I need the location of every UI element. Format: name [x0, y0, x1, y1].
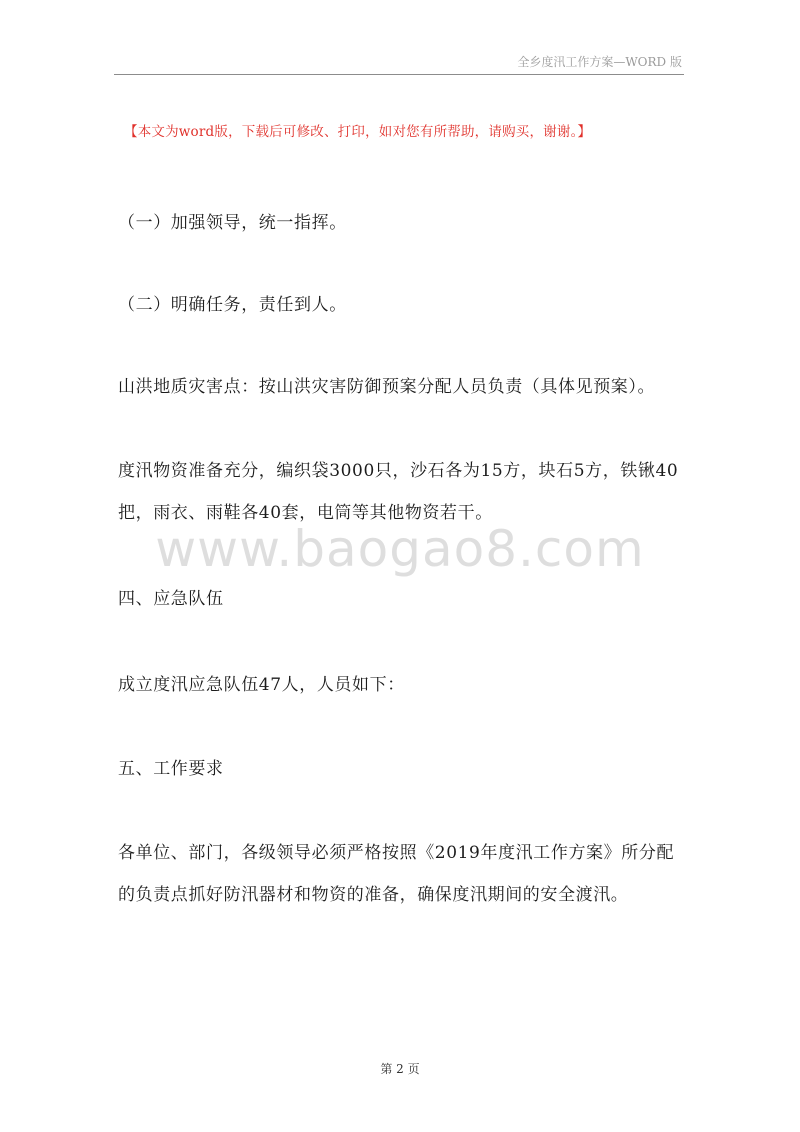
- header-divider: [114, 74, 684, 75]
- paragraph-hazard-points: 山洪地质灾害点：按山洪灾害防御预案分配人员负责（具体见预案）。: [118, 377, 656, 397]
- paragraph-leadership: （一）加强领导，统一指挥。: [118, 213, 347, 233]
- section-heading-work-requirements: 五、工作要求: [118, 759, 224, 779]
- page-number: 第 2 页: [380, 1062, 420, 1076]
- paragraph-team-members: 成立度汛应急队伍47人，人员如下：: [118, 675, 405, 695]
- paragraph-materials: 度汛物资准备充分，编织袋3000只，沙石各为15方，块石5方，铁锹40把，雨衣、雨鞋各40套，电筒等其他物资若干。: [118, 461, 679, 523]
- paragraph-responsibility: （二）明确任务，责任到人。: [118, 295, 347, 315]
- watermark: www.baogao8.com: [155, 520, 645, 578]
- purchase-notice: 【本文为word版，下载后可修改、打印，如对您有所帮助，请购买，谢谢。】: [124, 124, 592, 140]
- section-heading-emergency-team: 四、应急队伍: [118, 589, 224, 609]
- running-header: 全乡度汛工作方案—WORD 版: [517, 55, 682, 69]
- paragraph-requirements: 各单位、部门，各级领导必须严格按照《2019年度汛工作方案》所分配的负责点抓好防汛器材和物资的准备，确保度汛期间的安全渡汛。: [118, 843, 675, 905]
